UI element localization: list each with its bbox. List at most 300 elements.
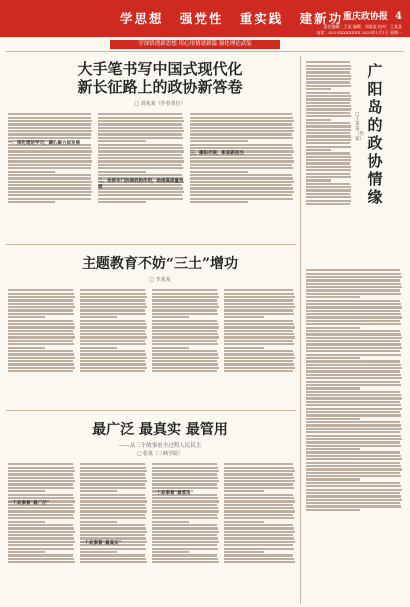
- text-line: [224, 363, 294, 365]
- text-line: [8, 133, 91, 135]
- text-line: [306, 273, 401, 275]
- text-line: [306, 323, 401, 325]
- text-line: [224, 353, 294, 355]
- text-line: [8, 299, 73, 301]
- text-line: [8, 323, 74, 325]
- text-line: [224, 306, 295, 308]
- masthead: [316, 4, 402, 35]
- text-line: [8, 336, 75, 338]
- subheader-bar: 学深悟透新思想 用心用情谱新篇 强化理论武装: [110, 40, 280, 49]
- text-line: [8, 343, 74, 345]
- text-line: [80, 510, 147, 512]
- text-line: [306, 411, 400, 413]
- text-line: [190, 113, 292, 115]
- text-line: [306, 360, 400, 362]
- text-line: [306, 509, 360, 511]
- text-line: [80, 347, 117, 349]
- text-line: [80, 554, 145, 556]
- text-line: [224, 507, 294, 509]
- text-line: [224, 534, 293, 536]
- text-line: [8, 201, 55, 203]
- text-line: [224, 500, 295, 502]
- text-line: [152, 350, 217, 352]
- text-line: [306, 327, 360, 329]
- text-line: [152, 340, 217, 342]
- text-line: [224, 510, 295, 512]
- text-line: [80, 517, 146, 519]
- header-banner: [0, 0, 410, 37]
- text-line: [224, 490, 264, 492]
- text-line: [80, 296, 147, 298]
- text-line: [306, 300, 400, 302]
- text-line: [306, 189, 351, 191]
- text-line: [306, 482, 400, 484]
- text-line: [98, 157, 183, 159]
- text-line: [8, 551, 45, 553]
- text-line: [224, 299, 293, 301]
- text-line: [306, 85, 351, 87]
- text-line: [152, 517, 218, 519]
- article-4-title-char: 政: [367, 134, 383, 152]
- text-line: [306, 475, 401, 477]
- text-line: [98, 191, 184, 193]
- text-line: [224, 527, 294, 529]
- text-line: [8, 320, 73, 322]
- text-line: [306, 78, 351, 80]
- article-3-byline: □ 张某（三峡学院）: [136, 451, 184, 457]
- text-line: [8, 477, 74, 479]
- slogan-1: 学思想: [120, 11, 164, 26]
- text-line: [190, 144, 292, 146]
- text-line: [224, 483, 293, 485]
- text-line: [190, 133, 292, 135]
- text-line: [8, 157, 91, 159]
- text-line: [190, 194, 292, 196]
- text-line: [306, 343, 401, 345]
- text-line: [80, 343, 146, 345]
- text-line: [306, 367, 402, 369]
- text-line: [8, 194, 91, 196]
- text-line: [306, 306, 402, 308]
- text-line: [152, 370, 217, 372]
- text-line: [152, 313, 218, 315]
- article-1-subheading-1: 一、深化理论学习，凝心聚力促发展: [8, 141, 80, 146]
- text-line: [80, 487, 146, 489]
- text-line: [80, 534, 145, 536]
- text-line: [80, 470, 147, 472]
- text-line: [190, 147, 293, 149]
- article-4-col-main: [306, 268, 404, 602]
- text-line: [224, 487, 294, 489]
- text-line: [8, 113, 91, 115]
- text-line: [98, 130, 184, 132]
- article-1-col-1: [8, 112, 94, 238]
- slogan-4: 建新功: [299, 11, 344, 26]
- text-line: [224, 320, 293, 322]
- text-line: [8, 558, 74, 560]
- text-line: [152, 487, 218, 489]
- text-line: [306, 81, 350, 83]
- text-line: [80, 333, 146, 335]
- text-line: [190, 130, 294, 132]
- text-line: [306, 468, 402, 470]
- text-line: [224, 548, 294, 550]
- text-line: [306, 330, 400, 332]
- text-line: [80, 370, 145, 372]
- text-line: [306, 112, 350, 114]
- text-line: [190, 181, 294, 183]
- article-4-title-char: 广: [367, 62, 383, 80]
- text-line: [80, 561, 147, 563]
- text-line: [8, 470, 75, 472]
- text-line: [80, 340, 145, 342]
- text-line: [152, 497, 218, 499]
- text-line: [80, 551, 117, 553]
- text-line: [224, 467, 294, 469]
- text-line: [8, 480, 75, 482]
- text-line: [224, 293, 294, 295]
- text-line: [306, 408, 402, 410]
- text-line: [306, 394, 401, 396]
- text-line: [152, 353, 218, 355]
- article-3-subheading-2: 一个故事看“最真实”: [80, 541, 122, 546]
- text-line: [306, 139, 351, 141]
- article-2-col-3: [152, 288, 220, 404]
- text-line: [8, 347, 45, 349]
- text-line: [306, 61, 350, 63]
- text-line: [8, 370, 73, 372]
- text-line: [8, 510, 75, 512]
- text-line: [306, 489, 402, 491]
- text-line: [8, 548, 74, 550]
- text-line: [152, 360, 217, 362]
- text-line: [152, 470, 219, 472]
- text-line: [80, 360, 145, 362]
- text-line: [98, 127, 183, 129]
- text-line: [8, 313, 74, 315]
- text-line: [306, 146, 351, 148]
- text-line: [306, 424, 401, 426]
- text-line: [306, 283, 401, 285]
- text-line: [8, 514, 73, 516]
- article-3-col-3: [152, 462, 220, 602]
- text-line: [306, 75, 351, 77]
- text-line: [98, 144, 182, 146]
- text-line: [306, 391, 400, 393]
- text-line: [152, 510, 219, 512]
- text-line: [8, 150, 92, 152]
- text-line: [152, 303, 218, 305]
- article-1-title-line1: 大手笔书写中国式现代化: [77, 60, 243, 78]
- text-line: [306, 428, 402, 430]
- text-line: [190, 171, 248, 173]
- text-line: [306, 310, 400, 312]
- text-line: [152, 504, 217, 506]
- text-line: [224, 514, 293, 516]
- text-line: [98, 164, 182, 166]
- text-line: [224, 541, 295, 543]
- text-line: [224, 336, 295, 338]
- paper-name: 重庆政协报: [342, 12, 388, 22]
- text-line: [8, 296, 75, 298]
- text-line: [306, 354, 401, 356]
- text-line: [306, 125, 351, 127]
- text-line: [80, 313, 146, 315]
- text-line: [306, 296, 360, 298]
- text-line: [306, 333, 401, 335]
- text-line: [224, 561, 295, 563]
- text-line: [306, 129, 351, 131]
- article-2-title: 主题教育不妨“三土”增功: [81, 256, 239, 272]
- text-line: [190, 117, 293, 119]
- text-line: [8, 154, 91, 156]
- text-line: [8, 473, 73, 475]
- text-line: [190, 157, 293, 159]
- text-line: [152, 548, 218, 550]
- text-line: [190, 140, 248, 142]
- text-line: [306, 179, 331, 181]
- text-line: [306, 196, 351, 198]
- text-line: [80, 504, 145, 506]
- text-line: [8, 554, 73, 556]
- text-line: [152, 316, 189, 318]
- text-line: [8, 360, 73, 362]
- text-line: [306, 105, 351, 107]
- text-line: [80, 558, 146, 560]
- text-line: [224, 531, 295, 533]
- text-line: [306, 465, 401, 467]
- text-line: [98, 150, 184, 152]
- text-line: [8, 531, 75, 533]
- text-line: [306, 186, 351, 188]
- text-line: [224, 517, 294, 519]
- text-line: [190, 191, 294, 193]
- text-line: [8, 494, 73, 496]
- text-line: [152, 480, 219, 482]
- text-line: [80, 497, 146, 499]
- text-line: [80, 299, 145, 301]
- article-4-title-char: 情: [367, 170, 383, 188]
- text-line: [8, 561, 75, 563]
- text-line: [190, 198, 293, 200]
- text-line: [306, 337, 402, 339]
- text-line: [8, 181, 92, 183]
- text-line: [8, 289, 73, 291]
- text-line: [152, 326, 219, 328]
- text-line: [152, 330, 217, 332]
- text-line: [8, 517, 74, 519]
- text-line: [98, 194, 182, 196]
- text-line: [8, 521, 45, 523]
- text-line: [306, 289, 400, 291]
- text-line: [306, 502, 400, 504]
- text-line: [224, 323, 294, 325]
- text-line: [8, 487, 74, 489]
- text-line: [306, 159, 351, 161]
- text-line: [152, 336, 219, 338]
- text-line: [306, 88, 331, 90]
- text-line: [98, 120, 184, 122]
- article-4-title-char: 岛: [367, 98, 383, 116]
- text-line: [80, 500, 147, 502]
- text-line: [98, 154, 182, 156]
- text-line: [224, 289, 293, 291]
- text-line: [80, 483, 145, 485]
- text-line: [80, 289, 145, 291]
- article-3-col-4: [224, 462, 296, 602]
- article-2-byline: □ 李某某: [149, 277, 171, 283]
- text-line: [152, 296, 219, 298]
- text-line: [80, 303, 146, 305]
- text-line: [8, 198, 91, 200]
- text-line: [190, 184, 292, 186]
- text-line: [224, 343, 294, 345]
- text-line: [98, 133, 182, 135]
- text-line: [306, 495, 401, 497]
- text-line: [224, 463, 293, 465]
- text-line: [8, 507, 74, 509]
- text-line: [306, 169, 351, 171]
- text-line: [224, 333, 294, 335]
- article-4-title-char: 缘: [367, 188, 383, 206]
- text-line: [306, 122, 350, 124]
- text-line: [306, 340, 400, 342]
- article-1-col-3: [190, 112, 296, 238]
- article-1-title-line2: 新长征路上的政协新答卷: [77, 78, 243, 96]
- text-line: [152, 333, 218, 335]
- article-4-col-top-left: [306, 60, 352, 260]
- text-line: [8, 527, 74, 529]
- text-line: [306, 397, 402, 399]
- text-line: [306, 166, 351, 168]
- article-2-col-1: [8, 288, 76, 404]
- text-line: [190, 120, 294, 122]
- text-line: [306, 364, 401, 366]
- text-line: [8, 330, 73, 332]
- text-line: [8, 357, 75, 359]
- text-line: [8, 137, 91, 139]
- text-line: [8, 117, 91, 119]
- text-line: [152, 507, 218, 509]
- article-4-byline: □ 王某某（作家）: [355, 112, 364, 142]
- text-line: [8, 463, 73, 465]
- text-line: [8, 293, 74, 295]
- text-line: [224, 296, 295, 298]
- text-line: [80, 306, 147, 308]
- text-line: [152, 561, 219, 563]
- text-line: [8, 177, 91, 179]
- text-line: [306, 65, 351, 67]
- text-line: [8, 187, 91, 189]
- text-line: [8, 160, 92, 162]
- text-line: [306, 203, 350, 205]
- text-line: [152, 293, 218, 295]
- text-line: [306, 485, 401, 487]
- text-line: [8, 303, 74, 305]
- text-line: [306, 286, 402, 288]
- text-line: [152, 299, 217, 301]
- header-divider: [6, 51, 404, 52]
- article-3-subheading-3: 一个故事看“最管用”: [152, 491, 194, 496]
- text-line: [190, 137, 293, 139]
- text-line: [8, 130, 92, 132]
- text-line: [224, 494, 293, 496]
- text-line: [152, 467, 218, 469]
- text-line: [306, 71, 350, 73]
- text-line: [152, 473, 217, 475]
- section-divider-2: [6, 410, 296, 411]
- text-line: [98, 123, 182, 125]
- text-line: [80, 309, 145, 311]
- page-number: 4: [395, 11, 402, 22]
- text-line: [306, 492, 400, 494]
- text-line: [306, 149, 331, 151]
- article-2-col-4: [224, 288, 296, 404]
- text-line: [190, 187, 293, 189]
- text-line: [8, 363, 74, 365]
- text-line: [80, 514, 145, 516]
- text-line: [306, 421, 400, 423]
- article-1-col-2: [98, 112, 186, 238]
- text-line: [152, 357, 219, 359]
- text-line: [306, 431, 400, 433]
- text-line: [80, 363, 146, 365]
- text-line: [80, 480, 147, 482]
- text-line: [306, 176, 351, 178]
- text-line: [306, 162, 350, 164]
- text-line: [152, 541, 219, 543]
- text-line: [80, 473, 145, 475]
- text-line: [306, 374, 401, 376]
- text-line: [80, 323, 146, 325]
- text-line: [8, 184, 91, 186]
- text-line: [152, 544, 217, 546]
- meta-line-2: 电话：023-XXXXXXXX 2023年1月1日 星期一: [316, 30, 402, 35]
- text-line: [224, 521, 264, 523]
- text-line: [224, 313, 294, 315]
- text-line: [306, 387, 360, 389]
- text-line: [306, 156, 351, 158]
- article-3-col-1: [8, 462, 76, 602]
- text-line: [306, 142, 350, 144]
- text-line: [224, 357, 295, 359]
- text-line: [98, 137, 183, 139]
- text-line: [80, 316, 117, 318]
- meta-line-1: 责任编辑：王某 编辑：刘某某 校对：王某某: [323, 24, 402, 29]
- text-line: [8, 147, 91, 149]
- text-line: [306, 441, 400, 443]
- text-line: [80, 494, 145, 496]
- text-line: [98, 113, 182, 115]
- text-line: [152, 514, 217, 516]
- text-line: [152, 323, 218, 325]
- text-line: [8, 316, 45, 318]
- text-line: [306, 404, 401, 406]
- text-line: [8, 534, 73, 536]
- text-line: [306, 303, 401, 305]
- text-line: [98, 160, 184, 162]
- text-line: [8, 326, 75, 328]
- text-line: [8, 123, 91, 125]
- text-line: [8, 490, 45, 492]
- text-line: [306, 276, 402, 278]
- text-line: [306, 505, 401, 507]
- text-line: [224, 473, 293, 475]
- text-line: [306, 279, 400, 281]
- text-line: [8, 164, 91, 166]
- text-line: [224, 360, 293, 362]
- text-line: [224, 347, 264, 349]
